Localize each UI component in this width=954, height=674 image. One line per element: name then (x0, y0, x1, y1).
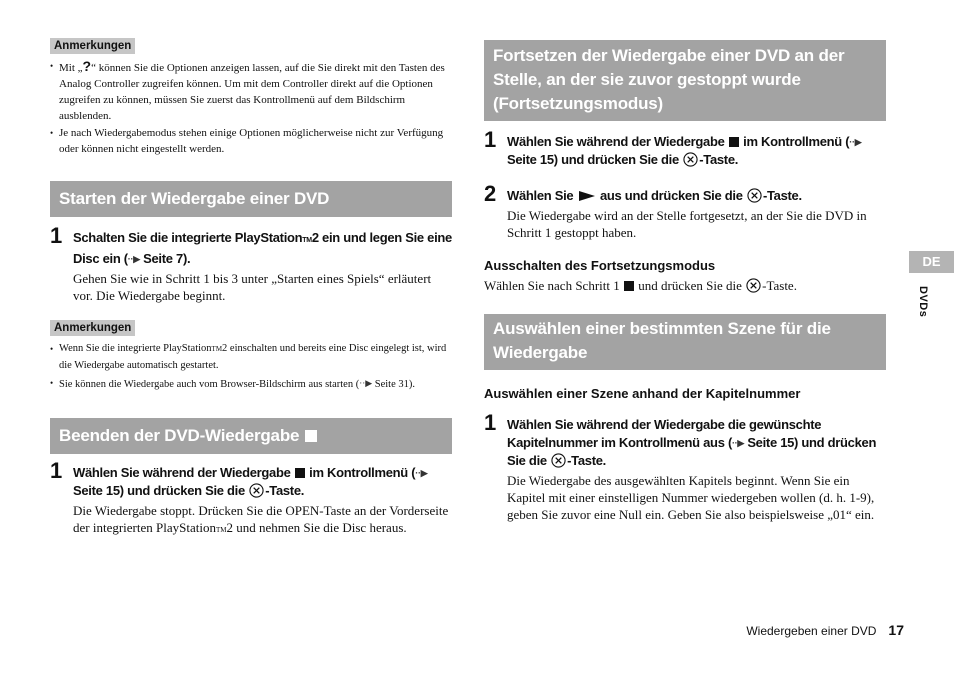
cross-button-icon (683, 152, 698, 167)
step-body: Die Wiedergabe wird an der Stelle fortgesetzt, an der Sie die DVD in Schritt 1 gestoppt haben. (507, 208, 867, 240)
section-title-stop: Beenden der DVD-Wiedergabe (50, 418, 452, 454)
page-number: 17 (888, 622, 904, 638)
page-footer (746, 622, 904, 638)
chapter-side-label: DVDs (917, 286, 929, 318)
section-title-resume: Fortsetzen der Wiedergabe einer DVD an der Stelle, an der sie zuvor gestoppt wurde (Fortsetzungsmodus) (484, 40, 886, 121)
cross-button-icon (249, 483, 264, 498)
section-title-start: Starten der Wiedergabe einer DVD (50, 181, 452, 217)
question-icon: ? (82, 58, 92, 74)
cross-button-icon (747, 188, 762, 203)
notes-list (50, 58, 452, 157)
note-item: • Mit „?“ können Sie die Optionen anzeigen lassen, auf die Sie direkt mit den Tasten des Analog Controller zugreifen können. Um mit dem Controller direkt auf die Optionen zugreifen zu können, müssen Sie zuerst das Kontrollmenü auf dem Bildschirm ausblenden. (50, 58, 452, 124)
stop-icon (624, 281, 634, 291)
stop-icon (305, 430, 317, 442)
step (484, 181, 886, 241)
cross-button-icon (746, 278, 761, 293)
step-title: Wählen Sie aus und drücken Sie die -Taste. (507, 188, 802, 203)
step-title: Wählen Sie während der Wiedergabe im Kontrollmenü (··▶ Seite 15) und drücken Sie die -Taste. (507, 134, 862, 167)
cross-button-icon (551, 453, 566, 468)
step-body: Die Wiedergabe des ausgewählten Kapitels beginnt. Wenn Sie ein Kapitel mit einer einstelligen Nummer wiedergeben wollen (d. h. 1-9), geben Sie zuvor eine Null ein. Geben Sie also beispielsweise „01“ ein. (507, 473, 875, 522)
notes-label: Anmerkungen (50, 38, 135, 54)
step-number: 1 (484, 410, 497, 435)
language-tab: DE (909, 251, 954, 273)
step-number: 1 (50, 457, 63, 483)
subheading: Ausschalten des Fortsetzungsmodus (484, 258, 716, 273)
reference-arrow-icon: ··▶ (731, 438, 744, 448)
subheading: Auswählen einer Szene anhand der Kapitelnummer (484, 386, 801, 401)
stop-icon (729, 137, 739, 147)
reference-arrow-icon: ··▶ (415, 467, 428, 478)
note-item: • Wenn Sie die integrierte PlayStationTM2 einschalten und bereits eine Disc eingelegt ist, wird die Wiedergabe automatisch gestartet. (50, 341, 452, 374)
note-item: • Je nach Wiedergabemodus stehen einige Optionen möglicherweise nicht zur Verfügung oder können nicht eingestellt werden. (50, 125, 452, 157)
reference-arrow-icon: ··▶ (849, 137, 862, 147)
step (50, 457, 452, 539)
step (484, 127, 886, 169)
notes-list (50, 341, 452, 394)
footer-title: Wiedergeben einer DVD (746, 624, 877, 638)
notes-label: Anmerkungen (50, 320, 135, 336)
note-item: • Sie können die Wiedergabe auch vom Browser-Bildschirm aus starten (··▶ Seite 31). (50, 375, 452, 394)
step (50, 223, 452, 304)
step-title: Wählen Sie während der Wiedergabe im Kontrollmenü (··▶ Seite 15) und drücken Sie die -Taste. (73, 464, 428, 498)
left-column (50, 36, 452, 539)
step-body: Gehen Sie wie in Schritt 1 bis 3 unter „Starten eines Spiels“ erläutert vor. Die Wiedergabe beginnt. (73, 271, 432, 303)
step-title: Wählen Sie während der Wiedergabe die gewünschte Kapitelnummer im Kontrollmenü aus (··▶ Seite 15) und drücken Sie die -Taste. (507, 417, 877, 468)
section-title-scene: Auswählen einer bestimmten Szene für die Wiedergabe (484, 314, 886, 370)
step-number: 1 (484, 127, 497, 152)
reference-arrow-icon: ··▶ (359, 378, 373, 388)
reference-arrow-icon: ··▶ (127, 254, 140, 264)
step-number: 1 (50, 223, 63, 248)
paragraph: Wählen Sie nach Schritt 1 und drücken Sie die -Taste. (484, 278, 797, 293)
step (484, 410, 886, 523)
stop-icon (295, 468, 305, 478)
step-number: 2 (484, 181, 497, 206)
play-icon (579, 191, 595, 201)
right-column (484, 40, 886, 523)
step-title: Schalten Sie die integrierte PlayStationTM2 ein und legen Sie eine Disc ein (··▶ Seite 7). (73, 230, 452, 266)
step-body: Die Wiedergabe stoppt. Drücken Sie die OPEN-Taste an der Vorderseite der integrierten PlayStationTM2 und nehmen Sie die Disc heraus. (73, 502, 449, 535)
